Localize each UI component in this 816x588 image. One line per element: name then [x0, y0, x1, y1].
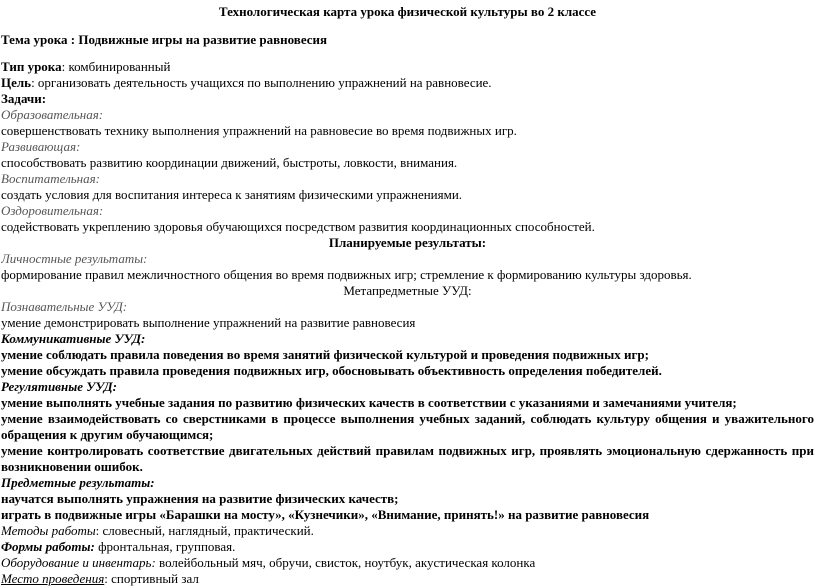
reg-text-2a: умение взаимодействовать со сверстниками в процессе выполнения учебных заданий, соблюдать культуру общения и уважительного	[1, 411, 814, 426]
comm-text-2: умение обсуждать правила проведения подвижных игр, обосновывать объективность определения победителей.	[1, 363, 662, 378]
dev-label: Развивающая:	[1, 139, 81, 154]
health-label: Оздоровительная:	[1, 203, 104, 218]
methods-label: Методы работы	[1, 523, 96, 538]
upb-text: создать условия для воспитания интереса к занятиям физическими упражнениями.	[1, 187, 463, 202]
topic-label: Тема урока	[1, 32, 68, 47]
reg-text-3a: умение контролировать соответствие двигательных действий правилам подвижных игр, проявлять эмоциональную сдержанность при	[1, 443, 814, 458]
reg-label: Регулятивные УУД:	[1, 379, 118, 394]
edu-label: Образовательная:	[1, 107, 104, 122]
methods-value: : словесный, наглядный, практический.	[95, 523, 314, 538]
personal-label: Личностные результаты:	[1, 251, 148, 266]
lesson-topic	[1, 31, 814, 49]
topic-sep: :	[67, 32, 79, 47]
cognitive-label: Познавательные УУД:	[1, 299, 128, 314]
subject-label: Предметные результаты:	[1, 475, 155, 490]
comm-text-1: умение соблюдать правила поведения во время занятий физической культурой и проведения подвижных игр;	[1, 347, 649, 362]
personal-text: формирование правил межличностного общения во время подвижных игр; стремление к формированию культуры здоровья.	[1, 267, 692, 282]
goal-label: Цель	[1, 75, 32, 90]
goal-value: : организовать деятельность учащихся по выполнению упражнений на равновесие.	[31, 75, 492, 90]
results-heading: Планируемые результаты:	[328, 235, 487, 250]
equip-label: Оборудование и инвентарь:	[1, 555, 156, 570]
reg-text-3b: возникновении ошибок.	[1, 459, 143, 474]
forms-label: Формы работы:	[1, 539, 95, 554]
edu-text: совершенствовать технику выполнения упражнений на равновесие во время подвижных игр.	[1, 123, 517, 138]
health-text: содействовать укреплению здоровья обучающихся посредством развития координационных способностей.	[1, 219, 595, 234]
place-value: : спортивный зал	[104, 571, 199, 586]
doc-title: Технологическая карта урока физической культуры во 2 классе	[218, 4, 597, 19]
comm-label: Коммуникативные УУД:	[1, 331, 146, 346]
type-label: Тип урока	[1, 59, 62, 74]
subject-text-2: играть в подвижные игры «Барашки на мосту», «Кузнечики», «Внимание, принять!» на развитие равновесия	[1, 507, 650, 522]
topic-value: Подвижные игры на развитие равновесия	[78, 32, 328, 47]
dev-text: способствовать развитию координации движений, быстроты, ловкости, внимания.	[1, 155, 458, 170]
subject-text-1: научатся выполнять упражнения на развитие физических качеств;	[1, 491, 399, 506]
cognitive-text: умение демонстрировать выполнение упражнений на развитие равновесия	[1, 315, 416, 330]
type-value: : комбинированный	[61, 59, 171, 74]
reg-text-1: умение выполнять учебные задания по развитию физических качеств в соответствии с указаниями и замечаниями учителя;	[1, 395, 737, 410]
meta-label: Метапредметные УУД:	[343, 283, 472, 298]
forms-value: фронтальная, групповая.	[94, 539, 236, 554]
reg-text-2b: обращения к другим обучающимся;	[1, 427, 214, 442]
tasks-heading: Задачи:	[1, 91, 47, 106]
equip-value: волейбольный мяч, обручи, свисток, ноутбук, акустическая колонка	[155, 555, 536, 570]
place-line	[1, 570, 814, 588]
place-label: Место проведения	[1, 571, 105, 586]
upb-label: Воспитательная:	[1, 171, 100, 186]
